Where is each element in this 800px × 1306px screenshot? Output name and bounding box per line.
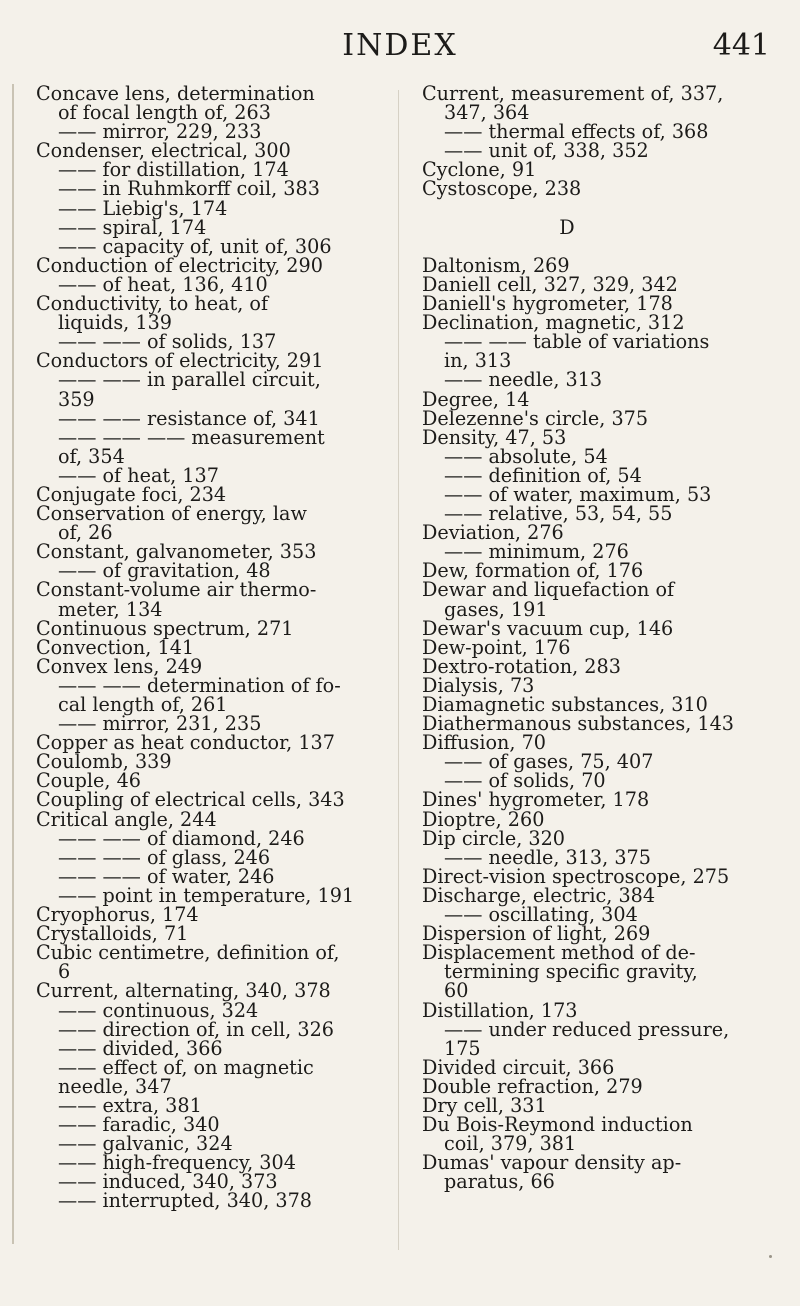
index-entry: Conjugate foci, 234 xyxy=(36,482,227,506)
index-entry: Crystalloids, 71 xyxy=(36,922,189,946)
index-entry: liquids, 139 xyxy=(58,311,173,335)
index-entry: —— —— of glass, 246 xyxy=(58,845,271,869)
index-entry: Density, 47, 53 xyxy=(422,425,567,449)
index-entry: Dew, formation of, 176 xyxy=(422,559,644,583)
index-entry: —— of heat, 137 xyxy=(58,463,219,487)
index-entry: Convex lens, 249 xyxy=(36,654,203,678)
index-entry: —— —— of water, 246 xyxy=(58,864,275,888)
index-entry: Divided circuit, 366 xyxy=(422,1055,615,1079)
index-entry: Conservation of energy, law xyxy=(36,502,307,526)
index-entry: Current, alternating, 340, 378 xyxy=(36,979,331,1003)
index-entry: —— relative, 53, 54, 55 xyxy=(444,502,673,526)
column-divider xyxy=(398,90,399,1250)
index-entry: paratus, 66 xyxy=(444,1170,555,1194)
index-entry: Continuous spectrum, 271 xyxy=(36,616,294,640)
index-entry: of, 354 xyxy=(58,444,125,468)
index-entry: —— absolute, 54 xyxy=(444,444,608,468)
index-entry: Dewar and liquefaction of xyxy=(422,578,675,602)
index-entry: —— of water, maximum, 53 xyxy=(444,482,712,506)
index-entry: Conductors of electricity, 291 xyxy=(36,349,324,373)
index-entry: Dew-point, 176 xyxy=(422,635,571,659)
page-edge-shadow xyxy=(0,84,14,1244)
index-entry: Constant, galvanometer, 353 xyxy=(36,540,317,564)
index-entry: in, 313 xyxy=(444,349,512,373)
index-entry: —— of solids, 70 xyxy=(444,769,606,793)
paper-speck xyxy=(769,1255,772,1258)
index-entry: —— mirror, 229, 233 xyxy=(58,120,262,144)
index-entry: coil, 379, 381 xyxy=(444,1132,577,1156)
index-entry: Dialysis, 73 xyxy=(422,673,535,697)
index-entry: —— unit of, 338, 352 xyxy=(444,139,649,163)
index-entry: Cystoscope, 238 xyxy=(422,177,582,201)
index-entry: —— point in temperature, 191 xyxy=(58,883,355,907)
index-entry: termining specific gravity, xyxy=(444,960,698,984)
index-entry: —— under reduced pressure, xyxy=(444,1017,730,1041)
index-entry: Concave lens, determination xyxy=(36,82,315,105)
index-entry: Deviation, 276 xyxy=(422,521,564,545)
index-entry: —— extra, 381 xyxy=(58,1093,202,1117)
index-entry: Cryophorus, 174 xyxy=(36,903,199,927)
index-entry: of, 26 xyxy=(58,521,113,545)
index-entry: Critical angle, 244 xyxy=(36,807,217,831)
index-entry: Dines' hygrometer, 178 xyxy=(422,788,650,812)
spacer xyxy=(422,199,772,218)
index-entry: Dewar's vacuum cup, 146 xyxy=(422,616,674,640)
index-entry: —— —— of diamond, 246 xyxy=(58,826,305,850)
index-entry: —— effect of, on magnetic xyxy=(58,1055,314,1079)
index-entry: —— of gravitation, 48 xyxy=(58,559,271,583)
index-entry: Convection, 141 xyxy=(36,635,195,659)
index-entry: Displacement method of de- xyxy=(422,941,696,965)
index-entry: Dextro-rotation, 283 xyxy=(422,654,621,678)
index-entry: —— direction of, in cell, 326 xyxy=(58,1017,334,1041)
index-entry: Daniell cell, 327, 329, 342 xyxy=(422,272,678,296)
index-entry: 60 xyxy=(444,979,469,1003)
index-entry: —— Liebig's, 174 xyxy=(58,196,228,220)
index-entry: Couple, 46 xyxy=(36,769,141,793)
index-entry: Diffusion, 70 xyxy=(422,731,547,755)
index-entry: Declination, magnetic, 312 xyxy=(422,311,685,335)
page-number: 441 xyxy=(712,28,770,63)
index-entry: 6 xyxy=(58,960,71,984)
index-entry: —— —— —— measurement xyxy=(58,425,325,449)
index-entry: —— continuous, 324 xyxy=(58,998,259,1022)
index-entry: —— —— determination of fo- xyxy=(58,673,341,697)
index-entry: Degree, 14 xyxy=(422,387,530,411)
index-entry: Condenser, electrical, 300 xyxy=(36,139,291,163)
index-entry: needle, 347 xyxy=(58,1074,172,1098)
index-entry: Du Bois-Reymond induction xyxy=(422,1113,693,1137)
index-entry: of focal length of, 263 xyxy=(58,101,271,125)
index-entry: —— for distillation, 174 xyxy=(58,158,289,182)
index-entry: Coulomb, 339 xyxy=(36,750,172,774)
index-entry: —— —— of solids, 137 xyxy=(58,330,277,354)
index-entry: —— oscillating, 304 xyxy=(444,903,638,927)
index-entry: —— spiral, 174 xyxy=(58,215,207,239)
left-index-column xyxy=(36,84,381,1211)
page-header xyxy=(0,24,800,74)
index-entry: —— high-frequency, 304 xyxy=(58,1151,296,1175)
index-entry: —— —— table of variations xyxy=(444,330,710,354)
index-entry: Daltonism, 269 xyxy=(422,253,570,277)
index-entry: Cubic centimetre, definition of, xyxy=(36,941,340,965)
index-entry: Discharge, electric, 384 xyxy=(422,883,656,907)
index-entry: —— needle, 313 xyxy=(444,368,603,392)
index-entry: Constant-volume air thermo- xyxy=(36,578,317,602)
index-entry: Delezenne's circle, 375 xyxy=(422,406,649,430)
index-entry: Daniell's hygrometer, 178 xyxy=(422,292,673,316)
index-entry: —— mirror, 231, 235 xyxy=(58,712,262,736)
index-entry: —— of heat, 136, 410 xyxy=(58,272,268,296)
index-entry: —— divided, 366 xyxy=(58,1036,223,1060)
index-entry: 175 xyxy=(444,1036,481,1060)
index-entry: —— needle, 313, 375 xyxy=(444,845,651,869)
index-entry: —— galvanic, 324 xyxy=(58,1132,233,1156)
index-entry: Dip circle, 320 xyxy=(422,826,566,850)
page-title: INDEX xyxy=(342,28,458,63)
index-entry: —— definition of, 54 xyxy=(444,463,642,487)
index-entry: Conduction of electricity, 290 xyxy=(36,253,323,277)
index-entry: —— induced, 340, 373 xyxy=(58,1170,278,1194)
index-entry: —— faradic, 340 xyxy=(58,1113,220,1137)
index-entry: —— thermal effects of, 368 xyxy=(444,120,709,144)
index-entry: Dry cell, 331 xyxy=(422,1093,547,1117)
index-entry: —— of gases, 75, 407 xyxy=(444,750,654,774)
index-entry: Dioptre, 260 xyxy=(422,807,545,831)
index-entry: Cyclone, 91 xyxy=(422,158,537,182)
index-entry: —— in Ruhmkorff coil, 383 xyxy=(58,177,320,201)
index-entry: Conductivity, to heat, of xyxy=(36,292,269,316)
index-entry: Coupling of electrical cells, 343 xyxy=(36,788,345,812)
index-entry: —— capacity of, unit of, 306 xyxy=(58,234,332,258)
index-entry: Copper as heat conductor, 137 xyxy=(36,731,335,755)
section-letter: D xyxy=(559,215,575,239)
index-entry: meter, 134 xyxy=(58,597,163,621)
index-entry: Distillation, 173 xyxy=(422,998,578,1022)
index-entry: gases, 191 xyxy=(444,597,548,621)
index-entry: —— interrupted, 340, 378 xyxy=(58,1189,313,1213)
index-entry: Dumas' vapour density ap- xyxy=(422,1151,682,1175)
index-entry: Direct-vision spectroscope, 275 xyxy=(422,864,730,888)
index-entry: 347, 364 xyxy=(444,101,530,125)
index-entry: cal length of, 261 xyxy=(58,693,228,716)
index-entry: Diamagnetic substances, 310 xyxy=(422,693,708,716)
index-entry: —— minimum, 276 xyxy=(444,540,629,564)
index-entry: —— —— resistance of, 341 xyxy=(58,406,320,430)
spacer xyxy=(422,237,772,256)
right-index-column xyxy=(422,82,772,1194)
index-entry: —— —— in parallel circuit, xyxy=(58,368,321,392)
index-entry: Diathermanous substances, 143 xyxy=(422,712,735,736)
index-entry: Dispersion of light, 269 xyxy=(422,922,651,946)
index-entry: Double refraction, 279 xyxy=(422,1074,643,1098)
index-entry: 359 xyxy=(58,387,95,411)
index-entry: Current, measurement of, 337, xyxy=(422,82,724,105)
